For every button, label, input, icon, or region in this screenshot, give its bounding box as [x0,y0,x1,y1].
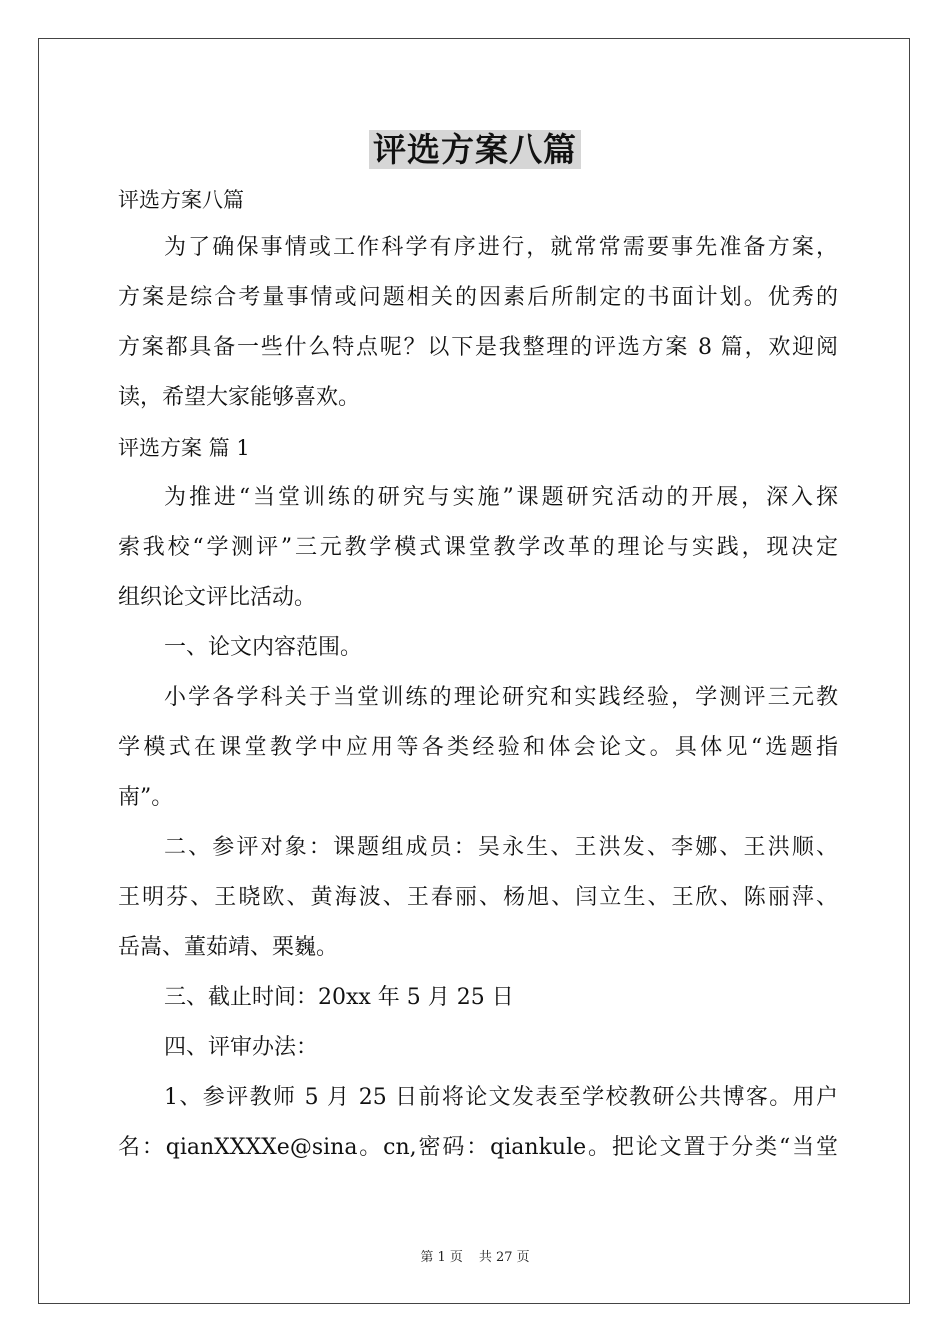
page-footer [0,1246,950,1265]
paragraph-line: 二、参评对象：课题组成员：吴永生、王洪发、李娜、王洪顺、 [164,835,838,860]
paragraph-line: 小学各学科关于当堂训练的理论研究和实践经验，学测评三元教 [164,685,838,710]
page-number: 第 1 页 [420,1250,463,1265]
paragraph-line: 组织论文评比活动。 [118,585,317,610]
document-subtitle: 评选方案八篇 [118,188,244,212]
paragraph-line: 读，希望大家能够喜欢。 [118,385,361,410]
paragraph-line: 方案都具备一些什么特点呢？以下是我整理的评选方案 8 篇，欢迎阅 [118,335,838,360]
document-title-text: 评选方案八篇 [369,130,581,169]
paragraph-line: 为了确保事情或工作科学有序进行，就常常需要事先准备方案， [164,235,838,260]
paragraph-line: 王明芬、王晓欧、黄海波、王春丽、杨旭、闫立生、王欣、陈丽萍、 [118,885,838,910]
paragraph-line: 1、参评教师 5 月 25 日前将论文发表至学校教研公共博客。用户 [164,1085,838,1110]
paragraph-line: 索我校“学测评”三元教学模式课堂教学改革的理论与实践，现决定 [118,535,838,560]
page-total: 共 27 页 [478,1250,530,1265]
paragraph-line: 南”。 [118,785,174,810]
paragraph-line: 四、评审办法： [164,1035,319,1060]
document-title [0,128,950,172]
paragraph-line: 方案是综合考量事情或问题相关的因素后所制定的书面计划。优秀的 [118,285,838,310]
paragraph-line: 名：qianXXXXe@sina。cn,密码：qiankule。把论文置于分类“当堂 [118,1135,838,1160]
paragraph-line: 一、论文内容范围。 [164,635,363,660]
document-body [118,180,838,1168]
section-heading: 评选方案 篇 1 [118,436,250,460]
paragraph-line: 为推进“当堂训练的研究与实施”课题研究活动的开展，深入探 [164,485,838,510]
paragraph-line: 学模式在课堂教学中应用等各类经验和体会论文。具体见“选题指 [118,735,838,760]
paragraph-line: 三、截止时间：20xx 年 5 月 25 日 [164,985,514,1010]
paragraph-line: 岳嵩、董茹靖、栗巍。 [118,935,339,960]
